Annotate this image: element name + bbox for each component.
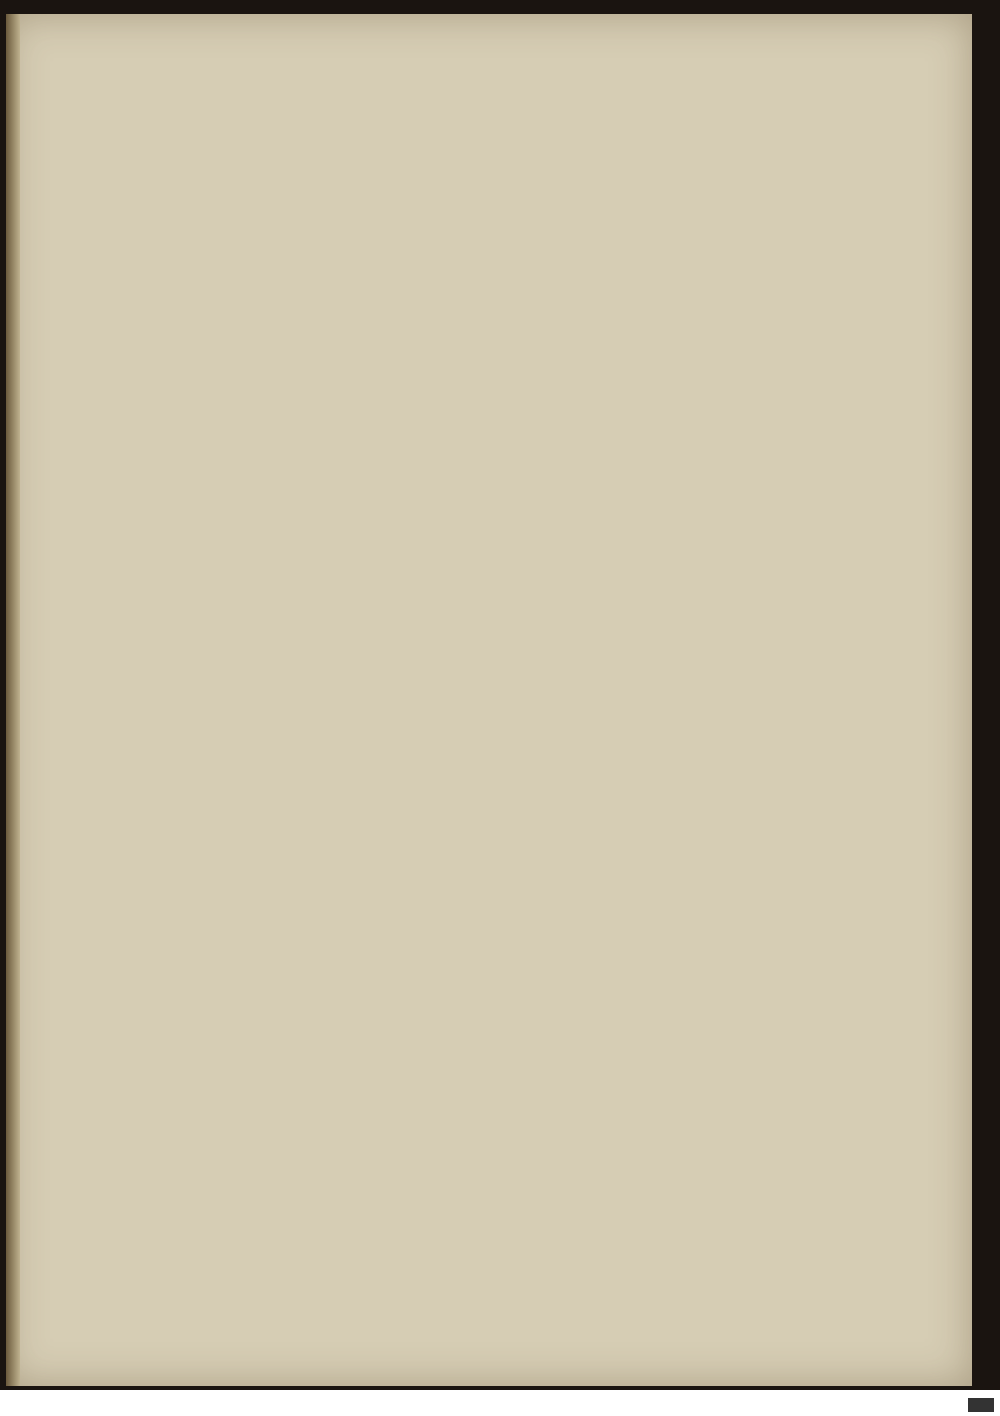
footer-bar	[0, 1396, 1000, 1416]
page-header	[6, 140, 972, 180]
dfg-logo	[968, 1398, 994, 1412]
page-gutter	[6, 14, 20, 1386]
book-page	[6, 14, 972, 1386]
